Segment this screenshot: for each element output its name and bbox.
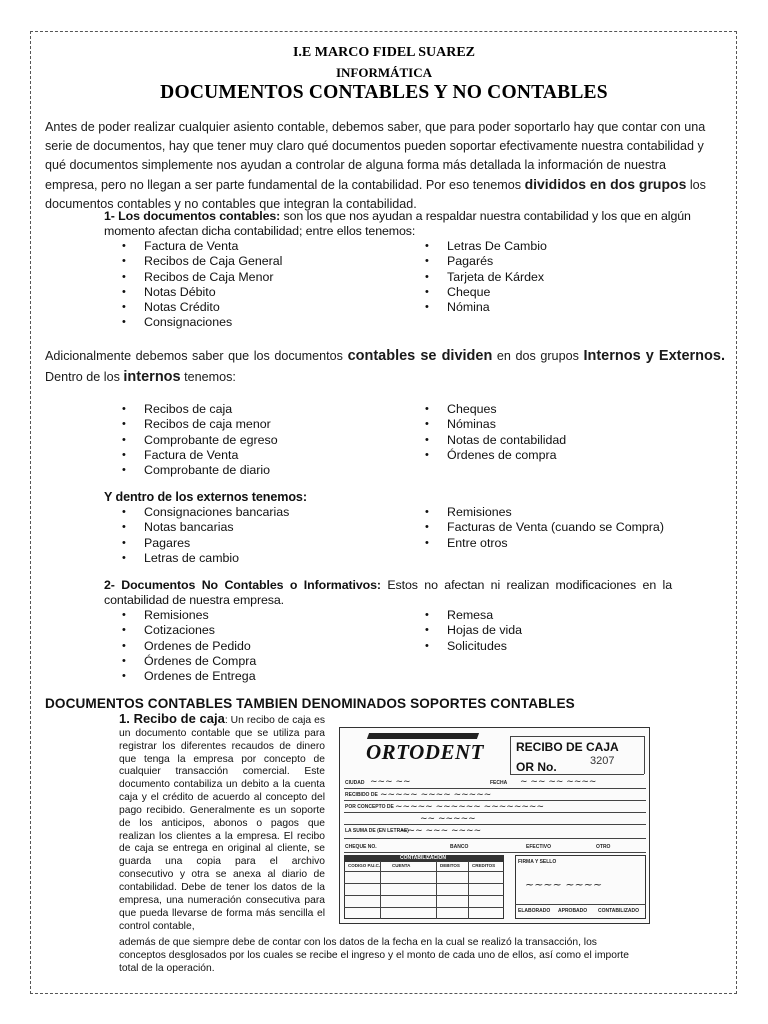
contables-list-left	[120, 239, 282, 331]
list-item: • Cheque	[423, 285, 547, 300]
recibido-label: RECIBIDO DE	[345, 792, 378, 798]
list-item: • Tarjeta de Kárdex	[423, 270, 547, 285]
divider	[510, 736, 644, 737]
recibo-de-caja-image	[339, 727, 650, 924]
list-item: • Consignaciones bancarias	[120, 505, 289, 520]
handwriting: ~~~~~ ~~~~ ~~~~~	[380, 790, 492, 800]
list-item: • Remesa	[423, 608, 522, 623]
creditos-label: CREDITOS	[472, 863, 496, 868]
contabilizacion-label: CONTABILIZACION	[400, 855, 447, 861]
externos-heading: Y dentro de los externos tenemos:	[104, 490, 307, 504]
cuenta-label: CUENTA	[392, 863, 411, 868]
list-item: • Recibos de caja	[120, 402, 278, 417]
externos-list-right	[423, 505, 664, 551]
codigo-label: CODIGO P.U.C.	[348, 863, 381, 868]
list-item: • Notas de contabilidad	[423, 433, 566, 448]
concepto-label: POR CONCEPTO DE	[345, 804, 394, 810]
intro-emphasis: divididos en dos grupos	[524, 176, 687, 192]
efectivo-label: EFECTIVO	[526, 844, 552, 850]
contables-heading: 1- Los documentos contables: son los que nos ayudan a respaldar nuestra contabilidad y los que en algún momento afectan dicha contabilidad; entre ellos tenemos:	[104, 209, 691, 238]
receipt-brand-logo: ORTODENT	[366, 740, 484, 764]
divider	[344, 800, 646, 801]
list-item: • Cheques	[423, 402, 566, 417]
divider	[468, 861, 469, 919]
handwriting: ~~~ ~~	[370, 777, 411, 787]
receipt-or-label: OR No.	[516, 760, 557, 774]
divider	[510, 736, 511, 774]
list-item: • Entre otros	[423, 536, 664, 551]
recibo-de-caja-paragraph-tail: además de que siempre debe de contar con los datos de la fecha en la cual se realizó la transacción, los conceptos desglosados por los cuales se recibe el ingreso y el monto de cada uno de ellos, así como el importe total de la operación.	[119, 937, 629, 975]
divider	[344, 812, 646, 813]
list-item: • Cotizaciones	[120, 623, 256, 638]
list-item: • Nóminas	[423, 417, 566, 432]
list-item: • Factura de Venta	[120, 239, 282, 254]
list-item: • Recibos de Caja General	[120, 254, 282, 269]
list-item: • Remisiones	[120, 608, 256, 623]
divider	[510, 774, 644, 775]
divider	[344, 824, 646, 825]
school-name: I.E MARCO FIDEL SUAREZ	[292, 45, 476, 60]
handwriting: ~~ ~~~~~	[420, 814, 476, 824]
list-item: • Ordenes de Entrega	[120, 669, 256, 684]
ciudad-label: CIUDAD	[345, 780, 365, 786]
divider	[515, 904, 646, 905]
intro-paragraph: Antes de poder realizar cualquier asiento contable, debemos saber, que para poder soportarlo hay que contar con una serie de documentos, hay que tener muy claro qué documentos pueden soportar efectivamente nuestra contabilidad y qué documentos simplemente nos ayudan a controlar de alguna forma más detallada la información de nuestra empresa, pero no llegan a ser parte fundamental de la contabilidad. Por eso tenemos divididos en dos grupos los documentos contables y no contables que integran la contabilidad.	[45, 120, 706, 211]
list-item: • Órdenes de Compra	[120, 654, 256, 669]
list-item: • Nómina	[423, 300, 547, 315]
list-item: • Pagares	[120, 536, 289, 551]
list-item: • Comprobante de diario	[120, 463, 278, 478]
divider	[344, 883, 504, 884]
list-item: • Notas Crédito	[120, 300, 282, 315]
no-contables-list-left	[120, 608, 256, 684]
divider	[344, 852, 646, 853]
cheque-label: CHEQUE NO.	[345, 844, 377, 850]
fecha-label: FECHA	[490, 780, 508, 786]
internos-externos-paragraph: Adicionalmente debemos saber que los documentos contables se dividen en dos grupos Internos y Externos. Dentro de los internos tenemos:	[45, 348, 725, 385]
suma-label: LA SUMA DE (EN LETRAS)	[345, 828, 409, 834]
divider	[344, 788, 646, 789]
subject-name: INFORMÁTICA	[335, 65, 433, 80]
logo-bar	[367, 733, 479, 739]
list-item: • Solicitudes	[423, 639, 522, 654]
list-item: • Órdenes de compra	[423, 448, 566, 463]
internos-list-right	[423, 402, 566, 463]
no-contables-list-right	[423, 608, 522, 654]
page-title: DOCUMENTOS CONTABLES Y NO CONTABLES	[160, 82, 608, 103]
divider	[344, 871, 504, 872]
list-item: • Notas Débito	[120, 285, 282, 300]
contables-list-right	[423, 239, 547, 315]
divider	[644, 736, 645, 774]
handwriting: ~ ~~ ~~ ~~~~	[520, 777, 597, 787]
internos-list-left	[120, 402, 278, 478]
no-contables-heading: 2- Documentos No Contables o Informativos: Estos no afectan ni realizan modificaciones en la contabilidad de nuestra empresa.	[104, 578, 672, 607]
recibo-title: 1. Recibo de caja	[119, 711, 225, 726]
externos-list-left	[120, 505, 289, 566]
otro-label: OTRO	[596, 844, 611, 850]
list-item: • Factura de Venta	[120, 448, 278, 463]
divider	[436, 861, 437, 919]
list-item: • Letras de cambio	[120, 551, 289, 566]
list-item: • Hojas de vida	[423, 623, 522, 638]
handwriting: ~~~ ~~~ ~~~~	[400, 826, 482, 836]
list-item: • Recibos de caja menor	[120, 417, 278, 432]
list-item: • Pagarés	[423, 254, 547, 269]
list-item: • Notas bancarias	[120, 520, 289, 535]
list-item: • Facturas de Venta (cuando se Compra)	[423, 520, 664, 535]
list-item: • Remisiones	[423, 505, 664, 520]
firma-label: FIRMA Y SELLO	[518, 859, 557, 865]
list-item: • Comprobante de egreso	[120, 433, 278, 448]
divider	[344, 895, 504, 896]
aprobado-label: APROBADO	[558, 908, 588, 914]
list-item: • Ordenes de Pedido	[120, 639, 256, 654]
receipt-number: 3207	[590, 755, 615, 767]
debitos-label: DEBITOS	[440, 863, 460, 868]
signature: ~~~~ ~~~~	[525, 878, 603, 891]
elaborado-label: ELABORADO	[518, 908, 551, 914]
divider	[344, 907, 504, 908]
contabilizacion-table	[344, 861, 504, 919]
list-item: • Consignaciones	[120, 315, 282, 330]
list-item: • Letras De Cambio	[423, 239, 547, 254]
soportes-heading: DOCUMENTOS CONTABLES TAMBIEN DENOMINADOS SOPORTES CONTABLES	[45, 696, 575, 711]
divider	[344, 838, 646, 839]
contabilizado-label: CONTABILIZADO	[598, 908, 640, 914]
list-item: • Recibos de Caja Menor	[120, 270, 282, 285]
divider	[380, 861, 381, 919]
receipt-title: RECIBO DE CAJA	[516, 740, 619, 754]
banco-label: BANCO	[450, 844, 469, 850]
handwriting: ~~~~~ ~~~~~~ ~~~~~~~~	[395, 802, 545, 812]
recibo-de-caja-paragraph: 1. Recibo de caja: Un recibo de caja es un documento contable que se utiliza para registrar los diferentes recaudos de dinero que tenga la empresa por concepto de cualquier transacción comercial. Este documento contabiliza un debito a la cuenta caja y el crédito de acuerdo al concepto del pago recibido. Generalmente es un soporte de los anticipos, abonos o pagos que realizan los clientes a la empresa. El recibo de caja se entrega en original al cliente, se guarda una copia para el archivo consecutivo y otra se anexa al diario de contabilidad. Debe de tener los datos de la empresa, una numeración consecutiva para que pueda llevarse de forma más sencilla el control contable,	[119, 711, 326, 932]
